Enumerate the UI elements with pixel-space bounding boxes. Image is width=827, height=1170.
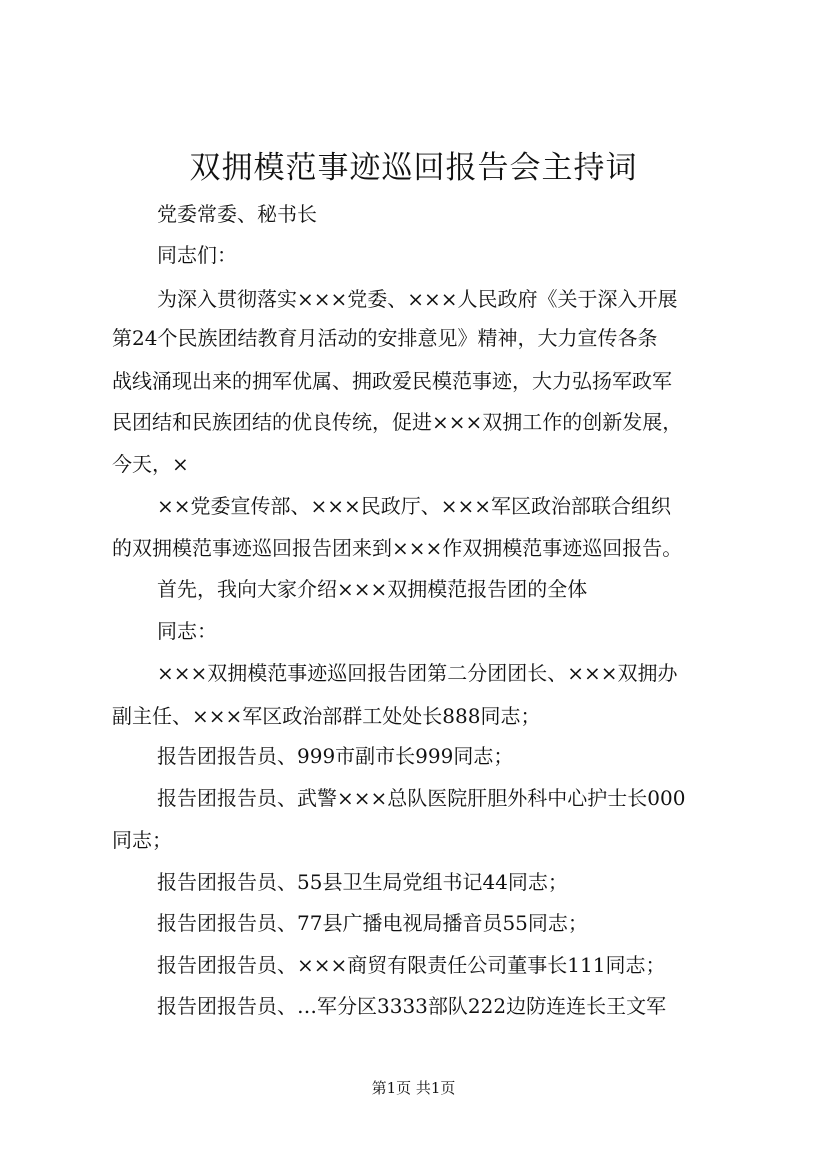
paragraph-line: 战线涌现出来的拥军优属、拥政爱民模范事迹，大力弘扬军政军 — [112, 369, 672, 393]
paragraph-line: 第24个民族团结教育月活动的安排意见》精神，大力宣传各条 — [112, 326, 658, 350]
paragraph-line: 报告团报告员、77县广播电视局播音员55同志； — [157, 911, 588, 935]
paragraph-line: 为深入贯彻落实×××党委、×××人民政府《关于深入开展 — [157, 287, 678, 311]
paragraph-line: 民团结和民族团结的优良传统，促进×××双拥工作的创新发展， — [112, 410, 683, 434]
paragraph-line: 同志： — [157, 619, 217, 643]
salutation-line: 党委常委、秘书长 — [157, 202, 317, 226]
document-title: 双拥模范事迹巡回报告会主持词 — [189, 150, 638, 186]
paragraph-line: 今天，× — [112, 452, 189, 476]
paragraph-line: 首先，我向大家介绍×××双拥模范报告团的全体 — [157, 577, 588, 601]
paragraph-line: 副主任、×××军区政治部群工处处长888同志； — [112, 704, 541, 728]
paragraph-line: 报告团报告员、55县卫生局党组书记44同志； — [157, 870, 568, 894]
paragraph-line: ×××双拥模范事迹巡回报告团第二分团团长、×××双拥办 — [157, 661, 678, 685]
paragraph-line: ××党委宣传部、×××民政厅、×××军区政治部联合组织 — [157, 494, 672, 518]
page-number-footer: 第1页 共1页 — [371, 1079, 456, 1097]
salutation-line: 同志们： — [157, 243, 237, 267]
paragraph-line: 的双拥模范事迹巡回报告团来到×××作双拥模范事迹巡回报告。 — [112, 536, 683, 560]
paragraph-line: 报告团报告员、999市副市长999同志； — [157, 744, 514, 768]
paragraph-line: 同志； — [112, 828, 172, 852]
paragraph-line: 报告团报告员、×××商贸有限责任公司董事长111同志； — [157, 953, 666, 977]
paragraph-line: 报告团报告员、武警×××总队医院肝胆外科中心护士长000 — [157, 786, 686, 810]
paragraph-line: 报告团报告员、…军分区3333部队222边防连连长王文军 — [157, 994, 667, 1018]
